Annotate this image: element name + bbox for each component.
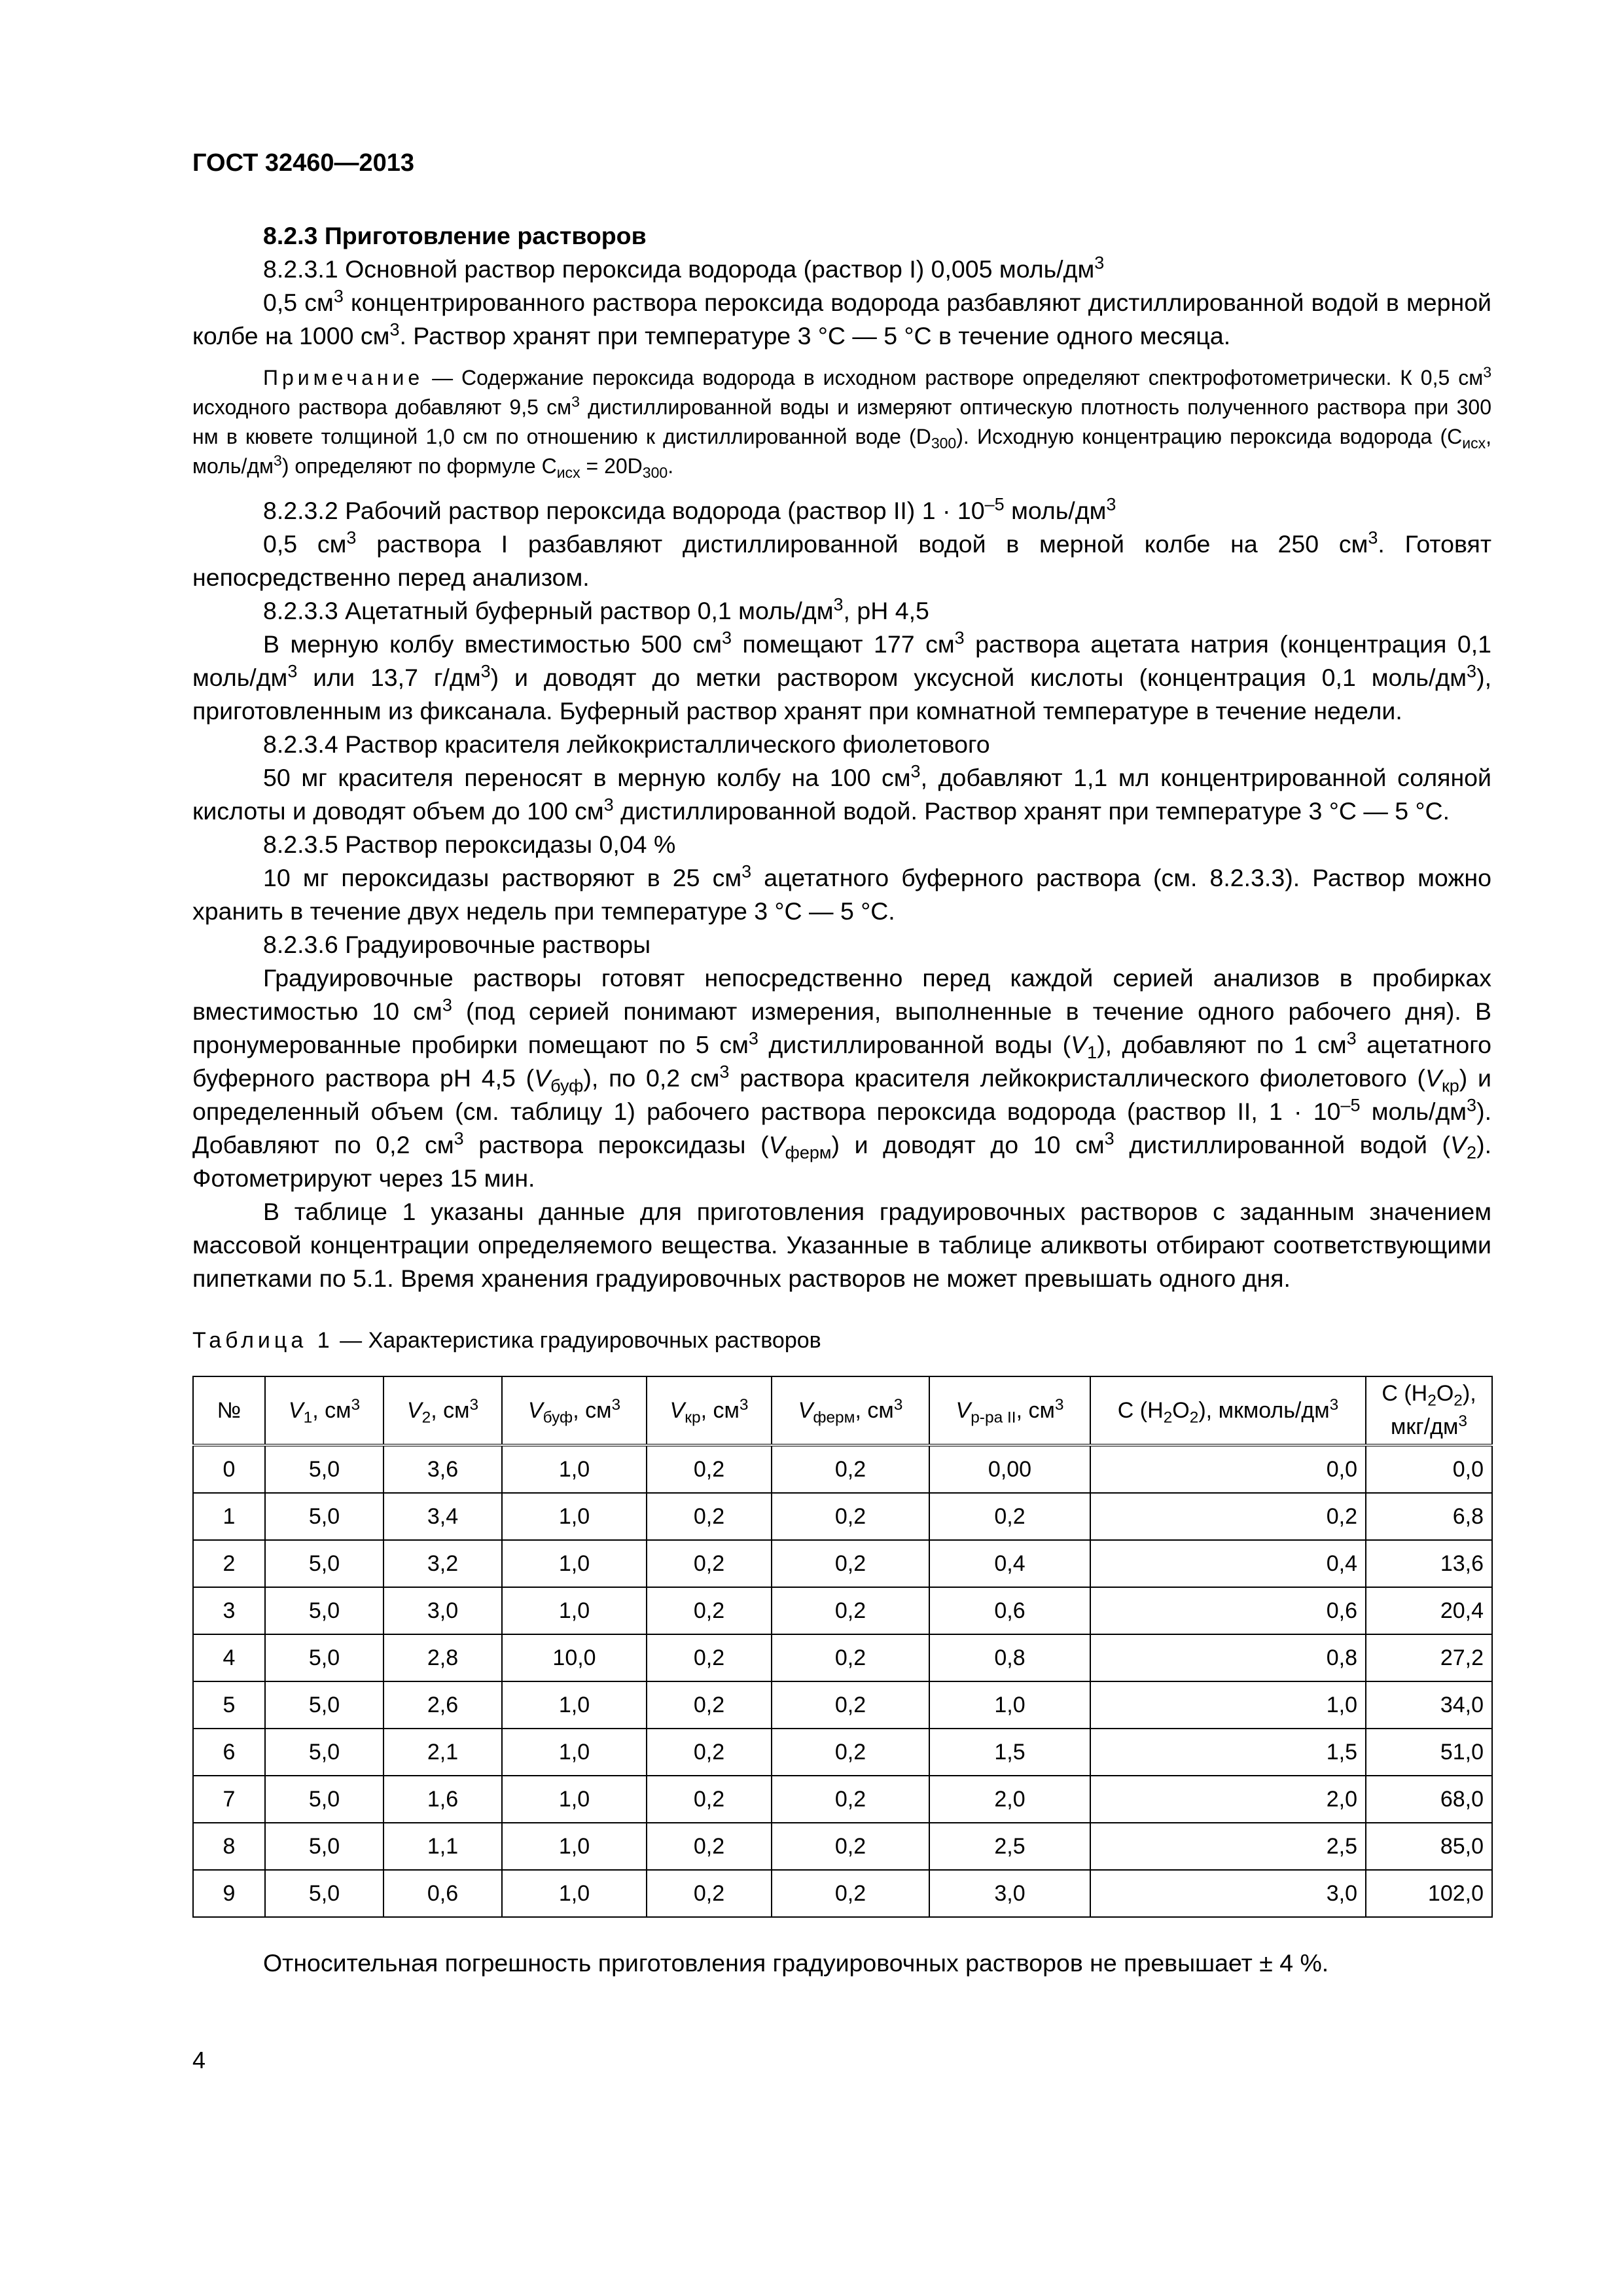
cell-vrra: 3,0	[929, 1870, 1090, 1917]
cell-c-mkmol: 0,2	[1090, 1493, 1366, 1540]
header-c-mkg: С $(Н_2О_2)$, мкг/$дм^3$	[1366, 1376, 1492, 1445]
table-row	[193, 1493, 1492, 1540]
subsection-8234-title: 8.2.3.4 Раствор красителя лейкокристаллического фиолетового	[263, 730, 990, 758]
cell-v2: 3,4	[383, 1493, 502, 1540]
cell-vkr: 0,2	[647, 1681, 772, 1729]
subsection-8232-title: 8.2.3.2 Рабочий раствор пероксида водорода (раствор II) $1 \cdot 10^{-5}$ моль/$дм^3$	[263, 494, 1116, 524]
cell-number: 5	[193, 1681, 265, 1729]
cell-vferm: 0,2	[772, 1870, 929, 1917]
table-row	[193, 1634, 1492, 1681]
cell-v1: 5,0	[265, 1776, 383, 1823]
cell-vrra: 1,5	[929, 1729, 1090, 1776]
paragraph-table-intro: В таблице 1 указаны данные для приготовления градуировочных растворов с заданным значением массовой концентрации определяемого вещества. Указанные в таблице аликвоты отбирают соответствующими пипетками по 5.1. Время хранения градуировочных растворов не может превышать одного дня.	[192, 1198, 1491, 1292]
cell-v1: 5,0	[265, 1823, 383, 1870]
cell-c-mkmol: 0,6	[1090, 1587, 1366, 1634]
cell-vrra: 0,00	[929, 1445, 1090, 1493]
cell-vbuf: 1,0	[502, 1493, 647, 1540]
cell-c-mkg: 13,6	[1366, 1540, 1492, 1587]
cell-number: 2	[193, 1540, 265, 1587]
table-body	[193, 1445, 1492, 1917]
cell-v1: 5,0	[265, 1870, 383, 1917]
header-v2: $V_2$, $см^3$	[383, 1376, 502, 1445]
note-paragraph: Примечание — Содержание пероксида водорода в исходном растворе определяют спектрофотометрически. К 0,5 $см^3$ исходного раствора добавляют 9,5 $см^3$ дистиллированной воды и измеряют оптическую плотность полученного раствора при 300 нм в кювете толщиной 1,0 см по отношению к дистиллированной воде $(D_{300})$. Исходную концентрацию пероксида водорода ($С_{исх}$, моль/$дм^3$) определяют по формуле $С_{исх} = 20D_{300}$.	[192, 363, 1492, 481]
cell-vbuf: 1,0	[502, 1823, 647, 1870]
page-number: 4	[192, 2047, 206, 2073]
cell-c-mkg: 34,0	[1366, 1681, 1492, 1729]
cell-vferm: 0,2	[772, 1540, 929, 1587]
cell-vferm: 0,2	[772, 1445, 929, 1493]
table-row	[193, 1587, 1492, 1634]
cell-v2: 0,6	[383, 1870, 502, 1917]
cell-c-mkmol: 1,0	[1090, 1681, 1366, 1729]
footer-statement: Относительная погрешность приготовления градуировочных растворов не превышает ± 4 %.	[263, 1949, 1329, 1977]
cell-c-mkmol: 0,4	[1090, 1540, 1366, 1587]
paragraph-8231: 0,5 $см^3$ концентрированного раствора пероксида водорода разбавляют дистиллированной водой в мерной колбе на 1000 $см^3$. Раствор хранят при температуре 3 °С — 5 °С в течение одного месяца.	[192, 286, 1491, 350]
cell-vferm: 0,2	[772, 1729, 929, 1776]
cell-number: 4	[193, 1634, 265, 1681]
cell-vrra: 0,8	[929, 1634, 1090, 1681]
cell-v2: 3,0	[383, 1587, 502, 1634]
header-vrra: $V_{р-ра II}$, $см^3$	[929, 1376, 1090, 1445]
note-label: Примечание	[263, 366, 424, 389]
cell-c-mkg: 85,0	[1366, 1823, 1492, 1870]
header-c-mkmol: С $(Н_2О_2)$, мкмоль/$дм^3$	[1090, 1376, 1366, 1445]
cell-vrra: 0,2	[929, 1493, 1090, 1540]
cell-number: 0	[193, 1445, 265, 1493]
cell-c-mkg: 68,0	[1366, 1776, 1492, 1823]
subsection-8231-title: 8.2.3.1 Основной раствор пероксида водорода (раствор I) 0,005 моль/$дм^3$	[263, 253, 1105, 283]
cell-vrra: 0,4	[929, 1540, 1090, 1587]
cell-vferm: 0,2	[772, 1587, 929, 1634]
cell-v1: 5,0	[265, 1540, 383, 1587]
cell-vbuf: 1,0	[502, 1445, 647, 1493]
cell-vrra: 2,0	[929, 1776, 1090, 1823]
cell-c-mkmol: 3,0	[1090, 1870, 1366, 1917]
cell-vkr: 0,2	[647, 1870, 772, 1917]
subsection-8233-title: 8.2.3.3 Ацетатный буферный раствор 0,1 моль/$дм^3$, рН 4,5	[263, 594, 929, 624]
cell-v2: 2,1	[383, 1729, 502, 1776]
cell-vferm: 0,2	[772, 1823, 929, 1870]
cell-vbuf: 1,0	[502, 1587, 647, 1634]
cell-vferm: 0,2	[772, 1634, 929, 1681]
cell-vrra: 2,5	[929, 1823, 1090, 1870]
cell-vferm: 0,2	[772, 1493, 929, 1540]
cell-vferm: 0,2	[772, 1776, 929, 1823]
cell-vbuf: 1,0	[502, 1681, 647, 1729]
cell-number: 8	[193, 1823, 265, 1870]
subsection-8236-title: 8.2.3.6 Градуировочные растворы	[263, 931, 651, 958]
header-number: №	[193, 1376, 265, 1445]
cell-vrra: 0,6	[929, 1587, 1090, 1634]
cell-c-mkg: 102,0	[1366, 1870, 1492, 1917]
cell-v1: 5,0	[265, 1445, 383, 1493]
header-vferm: $V_{ферм}$, $см^3$	[772, 1376, 929, 1445]
document-header: ГОСТ 32460—2013	[192, 149, 415, 177]
cell-v2: 1,1	[383, 1823, 502, 1870]
table-row	[193, 1445, 1492, 1493]
cell-vbuf: 1,0	[502, 1540, 647, 1587]
cell-vkr: 0,2	[647, 1776, 772, 1823]
cell-c-mkmol: 2,5	[1090, 1823, 1366, 1870]
header-vkr: $V_{кр}$, $см^3$	[647, 1376, 772, 1445]
cell-number: 9	[193, 1870, 265, 1917]
paragraph-8235: 10 мг пероксидазы растворяют в 25 $см^3$ ацетатного буферного раствора (см. 8.2.3.3). Раствор можно хранить в течение двух недель при температуре 3 °С — 5 °С.	[192, 861, 1491, 925]
cell-vbuf: 10,0	[502, 1634, 647, 1681]
cell-vkr: 0,2	[647, 1587, 772, 1634]
cell-c-mkg: 20,4	[1366, 1587, 1492, 1634]
cell-vbuf: 1,0	[502, 1870, 647, 1917]
cell-vbuf: 1,0	[502, 1776, 647, 1823]
cell-vbuf: 1,0	[502, 1729, 647, 1776]
calibration-table	[192, 1376, 1493, 1918]
cell-c-mkmol: 0,8	[1090, 1634, 1366, 1681]
paragraph-8232: 0,5 $см^3$ раствора I разбавляют дистиллированной водой в мерной колбе на 250 $см^3$. Готовят непосредственно перед анализом.	[192, 528, 1491, 591]
cell-vkr: 0,2	[647, 1493, 772, 1540]
cell-v1: 5,0	[265, 1729, 383, 1776]
cell-vkr: 0,2	[647, 1729, 772, 1776]
table-row	[193, 1776, 1492, 1823]
cell-vkr: 0,2	[647, 1445, 772, 1493]
header-vbuf: $V_{буф}$, $см^3$	[502, 1376, 647, 1445]
table-caption: Таблица 1 — Характеристика градуировочных растворов	[192, 1328, 821, 1353]
cell-vferm: 0,2	[772, 1681, 929, 1729]
cell-number: 1	[193, 1493, 265, 1540]
cell-c-mkmol: 0,0	[1090, 1445, 1366, 1493]
cell-c-mkg: 0,0	[1366, 1445, 1492, 1493]
cell-vkr: 0,2	[647, 1823, 772, 1870]
cell-vkr: 0,2	[647, 1540, 772, 1587]
table-row	[193, 1729, 1492, 1776]
cell-v1: 5,0	[265, 1587, 383, 1634]
cell-c-mkg: 51,0	[1366, 1729, 1492, 1776]
cell-vkr: 0,2	[647, 1634, 772, 1681]
cell-v1: 5,0	[265, 1681, 383, 1729]
cell-v2: 2,6	[383, 1681, 502, 1729]
cell-c-mkg: 27,2	[1366, 1634, 1492, 1681]
paragraph-8234: 50 мг красителя переносят в мерную колбу на 100 $см^3$, добавляют 1,1 мл концентрированной соляной кислоты и доводят объем до 100 $см^3$ дистиллированной водой. Раствор хранят при температуре 3 °С — 5 °С.	[192, 761, 1491, 825]
cell-number: 6	[193, 1729, 265, 1776]
cell-v2: 2,8	[383, 1634, 502, 1681]
header-v1: $V_1$, $см^3$	[265, 1376, 383, 1445]
document-body	[192, 219, 1491, 1980]
paragraph-8233: В мерную колбу вместимостью 500 $см^3$ помещают 177 $см^3$ раствора ацетата натрия (концентрация 0,1 моль/$дм^3$ или 13,7 $г/дм^3$) и доводят до метки раствором уксусной кислоты (концентрация 0,1 моль/$дм^3$), приготовленным из фиксанала. Буферный раствор хранят при комнатной температуре в течение недели.	[192, 628, 1491, 725]
cell-c-mkmol: 2,0	[1090, 1776, 1366, 1823]
cell-vrra: 1,0	[929, 1681, 1090, 1729]
cell-v2: 3,2	[383, 1540, 502, 1587]
paragraph-8236: Градуировочные растворы готовят непосредственно перед каждой серией анализов в пробирках вместимостью 10 $см^3$ (под серией понимают измерения, выполненные в течение одного рабочего дня). В пронумерованные пробирки помещают по 5 $см^3$ дистиллированной воды $(V_1)$, добавляют по 1 $см^3$ ацетатного буферного раствора рН 4,5 $(V_{буф})$, по 0,2 $см^3$ раствора красителя лейкокристаллического фиолетового $(V_{кр})$ и определенный объем (см. таблицу 1) рабочего раствора пероксида водорода (раствор II, $1 \cdot 10^{-5}$ моль/$дм^3$). Добавляют по 0,2 $см^3$ раствора пероксидазы $(V_{ферм})$ и доводят до 10 $см^3$ дистиллированной водой $(V_2)$. Фотометрируют через 15 мин.	[192, 964, 1491, 1192]
cell-c-mkmol: 1,5	[1090, 1729, 1366, 1776]
section-title: 8.2.3 Приготовление растворов	[263, 222, 647, 249]
subsection-8235-title: 8.2.3.5 Раствор пероксидазы 0,04 %	[263, 831, 676, 858]
cell-v1: 5,0	[265, 1493, 383, 1540]
table-row	[193, 1540, 1492, 1587]
table-row	[193, 1823, 1492, 1870]
cell-c-mkg: 6,8	[1366, 1493, 1492, 1540]
cell-number: 3	[193, 1587, 265, 1634]
table-row	[193, 1681, 1492, 1729]
cell-number: 7	[193, 1776, 265, 1823]
cell-v1: 5,0	[265, 1634, 383, 1681]
cell-v2: 3,6	[383, 1445, 502, 1493]
table-row	[193, 1870, 1492, 1917]
cell-v2: 1,6	[383, 1776, 502, 1823]
table-header-row	[193, 1376, 1492, 1445]
